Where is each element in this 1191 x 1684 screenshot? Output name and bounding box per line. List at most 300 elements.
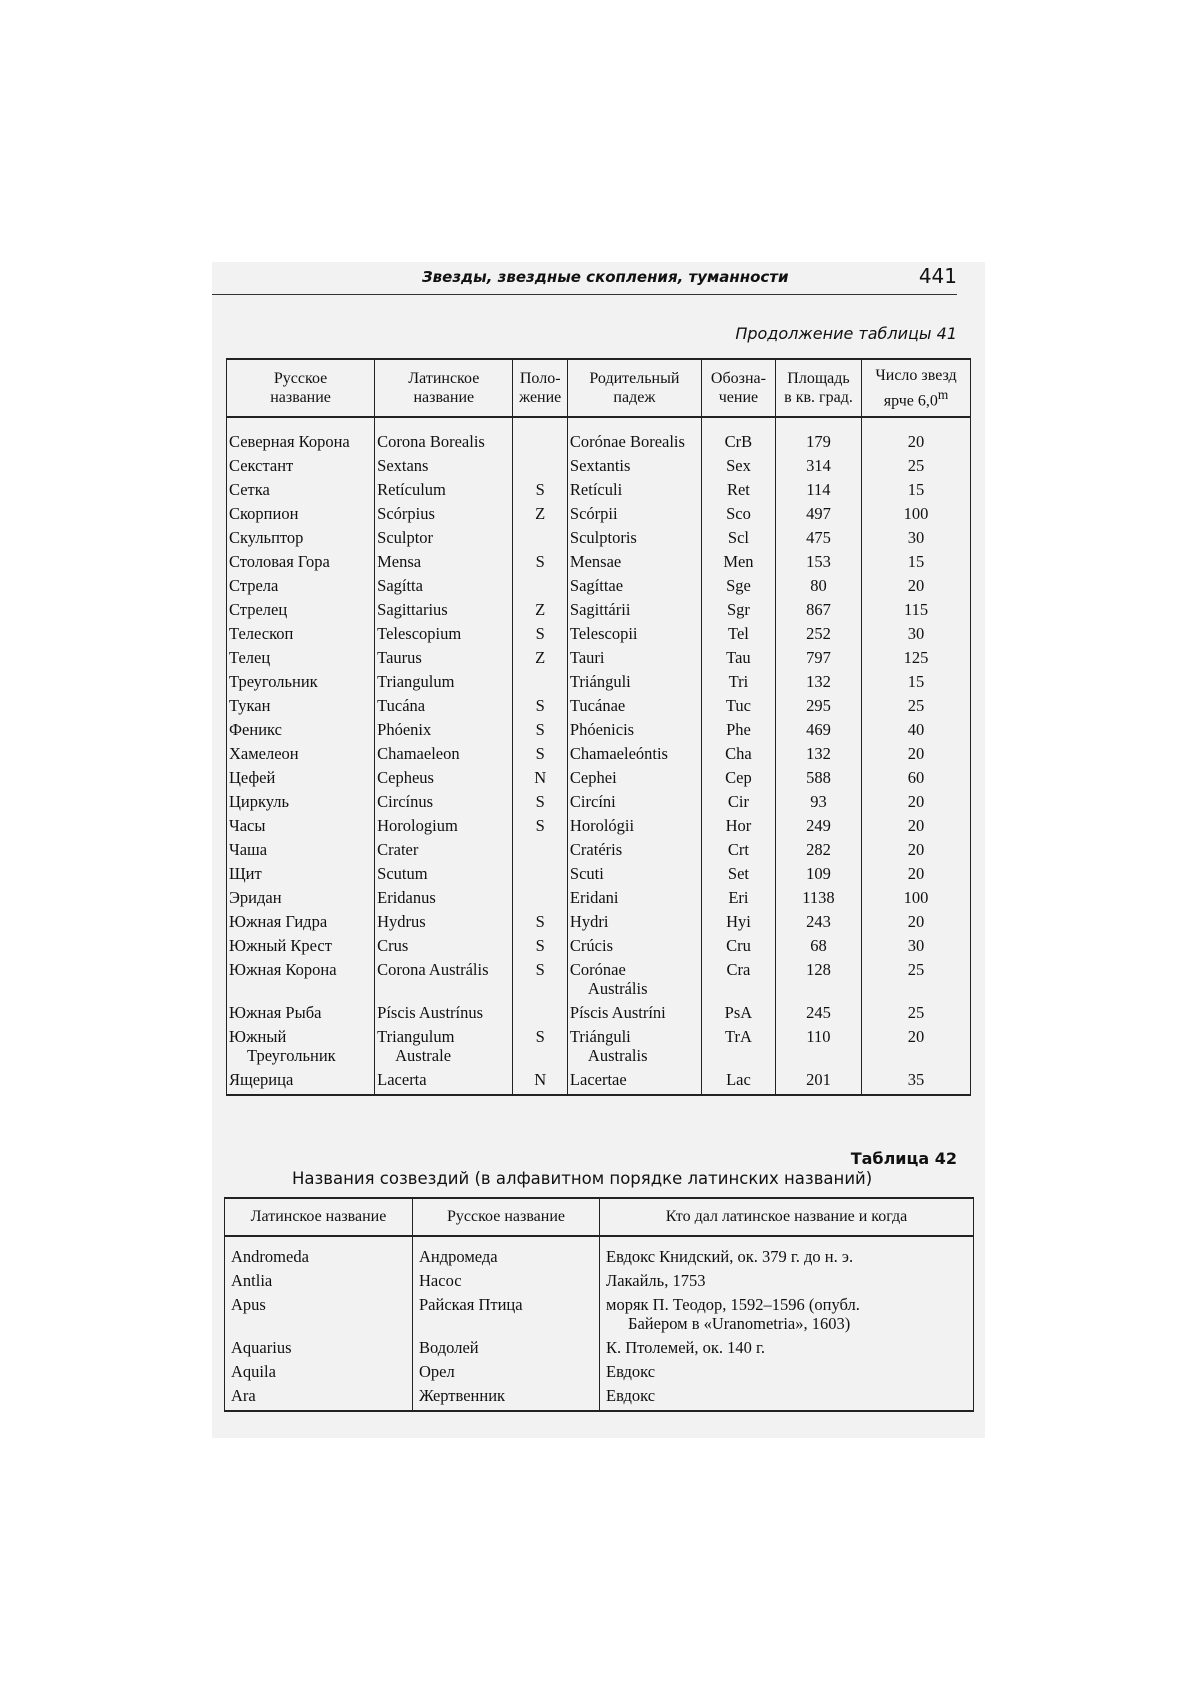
table42-title: Названия созвездий (в алфавитном порядке латинских названий) (292, 1169, 873, 1188)
cell-text: Стрелец (229, 600, 288, 619)
cell-text: 20 (907, 816, 925, 835)
table-row (227, 694, 971, 718)
cell-text: Taurus (377, 648, 422, 667)
cell-text: Scórpii (569, 504, 618, 523)
table41-cell-abbreviation (701, 1001, 775, 1025)
table41-header-position (513, 359, 567, 417)
cell-text: Tel (728, 624, 749, 643)
cell-text: 80 (810, 576, 827, 595)
table41-cell-abbreviation (701, 574, 775, 598)
cell-text-continuation: Байером в «Uranometria», 1603) (628, 1314, 851, 1333)
table41-cell-position (513, 502, 567, 526)
table42-label: Таблица 42 (850, 1149, 957, 1168)
table41-cell-latin-name (375, 502, 513, 526)
cell-text: 245 (806, 1003, 831, 1022)
table41-header-area (775, 359, 861, 417)
cell-text: PsA (724, 1003, 753, 1022)
table41-cell-abbreviation (701, 934, 775, 958)
table41-cell-russian-name (227, 574, 375, 598)
cell-text: Set (727, 864, 749, 883)
table41-cell-latin-name (375, 790, 513, 814)
cell-text: Стрела (229, 576, 279, 595)
cell-text: Chamaeleon (377, 744, 460, 763)
table41-cell-russian-name (227, 622, 375, 646)
table41-cell-position (513, 718, 567, 742)
table41-cell-area (775, 1068, 861, 1095)
table41-cell-star-count (862, 958, 971, 1001)
table42-cell-russian-name (413, 1384, 600, 1411)
table41-cell-genitive (567, 646, 701, 670)
cell-text: Horológii (569, 816, 635, 835)
table-row (227, 1068, 971, 1095)
table41-cell-abbreviation (701, 478, 775, 502)
magnitude-superscript: m (937, 386, 949, 402)
cell-text: Tuc (725, 696, 751, 715)
table41-cell-abbreviation (701, 598, 775, 622)
table41-header-star-count (862, 359, 971, 417)
header-line: ярче 6,0 (883, 392, 938, 410)
cell-text: Sge (726, 576, 751, 595)
cell-text: Cep (725, 768, 752, 787)
cell-text: 20 (907, 912, 925, 931)
table-row (227, 670, 971, 694)
cell-text: Triánguli (569, 672, 631, 691)
cell-text: Corona Borealis (377, 432, 485, 451)
table41-cell-latin-name (375, 766, 513, 790)
cell-text: Столовая Гора (229, 552, 330, 571)
table41-cell-abbreviation (701, 646, 775, 670)
cell-text: Sco (726, 504, 751, 523)
table42-header-named-by: Кто дал латинское название и когда (600, 1198, 974, 1236)
cell-text: Mensae (569, 552, 622, 571)
table41-cell-abbreviation (701, 550, 775, 574)
table-row (225, 1269, 974, 1293)
header-line: название (413, 389, 475, 406)
cell-text: Cra (726, 960, 751, 979)
cell-text: Phe (726, 720, 751, 739)
table41-cell-position (513, 790, 567, 814)
table41-cell-latin-name (375, 838, 513, 862)
cell-text: Aquarius (231, 1338, 292, 1357)
table41-cell-abbreviation (701, 1068, 775, 1095)
table41-cell-latin-name (375, 1025, 513, 1068)
table-42 (224, 1197, 974, 1412)
cell-text-continuation: Треугольник (247, 1046, 336, 1065)
table41-cell-russian-name (227, 550, 375, 574)
table-row (227, 526, 971, 550)
cell-text: 295 (806, 696, 831, 715)
cell-text: 35 (907, 1070, 925, 1089)
table41-cell-area (775, 670, 861, 694)
table41-cell-russian-name (227, 1001, 375, 1025)
table42-cell-latin-name (225, 1336, 413, 1360)
cell-text: N (534, 768, 547, 787)
table41-cell-area (775, 502, 861, 526)
table42-cell-named-by (600, 1384, 974, 1411)
table41-cell-genitive (567, 1068, 701, 1095)
cell-text: 115 (903, 600, 929, 619)
cell-text: S (535, 720, 545, 739)
cell-text: Райская Птица (419, 1295, 523, 1314)
table41-cell-russian-name (227, 454, 375, 478)
table41-cell-star-count (862, 1001, 971, 1025)
table42-cell-named-by (600, 1336, 974, 1360)
cell-text: 20 (907, 576, 925, 595)
header-line: в кв. град. (784, 389, 853, 406)
table41-cell-genitive (567, 1025, 701, 1068)
table41-cell-russian-name (227, 670, 375, 694)
table42-cell-latin-name (225, 1236, 413, 1269)
table41-cell-area (775, 862, 861, 886)
cell-text-continuation: Austrális (587, 979, 648, 998)
cell-text: Horologium (377, 816, 458, 835)
table41-cell-russian-name (227, 598, 375, 622)
cell-text: 475 (806, 528, 831, 547)
cell-text: Треугольник (229, 672, 318, 691)
cell-text: Eridani (569, 888, 619, 907)
cell-text: Скорпион (229, 504, 299, 523)
cell-text: Южная Гидра (229, 912, 328, 931)
table-row (227, 958, 971, 1001)
cell-text: Водолей (419, 1338, 479, 1357)
running-title: Звезды, звездные скопления, туманности (422, 268, 789, 286)
table42-header-row (225, 1198, 974, 1236)
table41-cell-latin-name (375, 526, 513, 550)
table41-cell-latin-name (375, 1068, 513, 1095)
table41-cell-star-count (862, 670, 971, 694)
table-row (227, 790, 971, 814)
cell-text: Chamaeleóntis (569, 744, 668, 763)
table42-cell-latin-name (225, 1384, 413, 1411)
cell-text: Eridanus (377, 888, 436, 907)
table-row (227, 598, 971, 622)
cell-text: Sagittarius (377, 600, 448, 619)
cell-text: Lac (726, 1070, 751, 1089)
page-number: 441 (918, 264, 957, 288)
cell-text: Tauri (569, 648, 605, 667)
table41-cell-abbreviation (701, 790, 775, 814)
cell-text: Тукан (229, 696, 271, 715)
table41-cell-position (513, 646, 567, 670)
cell-text: Cir (727, 792, 749, 811)
cell-text: S (535, 480, 545, 499)
running-head (212, 264, 957, 295)
cell-text: Эридан (229, 888, 282, 907)
table-row (225, 1293, 974, 1336)
table42-header-latin-name: Латинское название (225, 1198, 413, 1236)
cell-text: Telescopii (569, 624, 638, 643)
table42-cell-latin-name (225, 1360, 413, 1384)
table41-cell-genitive (567, 862, 701, 886)
table41-cell-russian-name (227, 718, 375, 742)
table41-cell-genitive (567, 478, 701, 502)
table41-cell-latin-name (375, 862, 513, 886)
table-41 (226, 358, 971, 1096)
cell-text: 60 (907, 768, 925, 787)
cell-text-continuation: Australis (587, 1046, 648, 1065)
table41-cell-abbreviation (701, 622, 775, 646)
cell-text: S (535, 744, 545, 763)
header-line: чение (718, 389, 759, 406)
table-row (227, 550, 971, 574)
cell-text: Насос (419, 1271, 462, 1290)
table41-cell-abbreviation (701, 958, 775, 1001)
table42-cell-russian-name (413, 1360, 600, 1384)
table41-cell-abbreviation (701, 694, 775, 718)
cell-text: Sagítta (377, 576, 423, 595)
table41-cell-star-count (862, 574, 971, 598)
table41-cell-area (775, 742, 861, 766)
table41-cell-position (513, 526, 567, 550)
cell-text: Tau (726, 648, 751, 667)
cell-text: 93 (810, 792, 827, 811)
table41-cell-genitive (567, 694, 701, 718)
table41-cell-genitive (567, 454, 701, 478)
table41-cell-area (775, 417, 861, 454)
table41-cell-area (775, 838, 861, 862)
table41-cell-genitive (567, 417, 701, 454)
cell-text: Ящерица (229, 1070, 294, 1089)
table41-cell-star-count (862, 910, 971, 934)
table41-cell-position (513, 886, 567, 910)
table41-cell-area (775, 814, 861, 838)
table41-cell-russian-name (227, 526, 375, 550)
table42-cell-russian-name (413, 1236, 600, 1269)
cell-text: Aquila (231, 1362, 276, 1381)
table41-cell-russian-name (227, 742, 375, 766)
table41-cell-abbreviation (701, 454, 775, 478)
table41-cell-latin-name (375, 478, 513, 502)
cell-text: Sextans (377, 456, 429, 475)
cell-text: S (535, 696, 545, 715)
table41-cell-genitive (567, 550, 701, 574)
table41-cell-latin-name (375, 454, 513, 478)
cell-text: Cha (725, 744, 752, 763)
table-row (225, 1384, 974, 1411)
cell-text: Triánguli (569, 1027, 631, 1046)
cell-text: 469 (806, 720, 831, 739)
table41-cell-abbreviation (701, 886, 775, 910)
table41-cell-genitive (567, 574, 701, 598)
table41-header-latin-name (375, 359, 513, 417)
table41-cell-russian-name (227, 1025, 375, 1068)
table41-header-genitive (567, 359, 701, 417)
table41-cell-area (775, 526, 861, 550)
table-row (227, 934, 971, 958)
table41-cell-position (513, 958, 567, 1001)
table41-cell-abbreviation (701, 670, 775, 694)
book-page (212, 262, 985, 1438)
table41-cell-latin-name (375, 550, 513, 574)
table-row (225, 1336, 974, 1360)
table41-cell-genitive (567, 838, 701, 862)
table41-header-russian-name (227, 359, 375, 417)
cell-text: S (535, 792, 545, 811)
cell-text: Cephei (569, 768, 617, 787)
table41-cell-star-count (862, 622, 971, 646)
table42-cell-russian-name (413, 1293, 600, 1336)
cell-text: 128 (806, 960, 831, 979)
cell-text: S (535, 816, 545, 835)
cell-text: N (534, 1070, 547, 1089)
cell-text: 100 (903, 888, 929, 907)
table41-cell-genitive (567, 598, 701, 622)
header-line: Русское (273, 370, 328, 387)
cell-text: Crt (727, 840, 749, 859)
cell-text: S (535, 912, 545, 931)
table41-cell-area (775, 478, 861, 502)
cell-text: 249 (806, 816, 831, 835)
table42-cell-russian-name (413, 1336, 600, 1360)
table41-cell-star-count (862, 417, 971, 454)
table41-cell-area (775, 886, 861, 910)
table41-cell-position (513, 1068, 567, 1095)
cell-text: Евдокс (606, 1362, 656, 1381)
table41-cell-star-count (862, 790, 971, 814)
table41-cell-latin-name (375, 958, 513, 1001)
table41-cell-area (775, 1001, 861, 1025)
table41-cell-latin-name (375, 622, 513, 646)
table-row (227, 574, 971, 598)
table-row (227, 622, 971, 646)
cell-text: Щит (229, 864, 262, 883)
cell-text: Telescopium (377, 624, 462, 643)
table-row (227, 502, 971, 526)
cell-text: Cratéris (569, 840, 623, 859)
cell-text: Южная Корона (229, 960, 337, 979)
cell-text: Crus (377, 936, 409, 955)
table-row (227, 417, 971, 454)
cell-text: 114 (806, 480, 831, 499)
table41-cell-russian-name (227, 646, 375, 670)
table41-cell-russian-name (227, 862, 375, 886)
table41-header-abbreviation (701, 359, 775, 417)
cell-text: Ara (231, 1386, 256, 1405)
cell-text: Sagíttae (569, 576, 624, 595)
cell-text: Tucánae (569, 696, 626, 715)
cell-text: 25 (907, 960, 925, 979)
table41-cell-star-count (862, 814, 971, 838)
table41-cell-position (513, 934, 567, 958)
table41-cell-star-count (862, 598, 971, 622)
cell-text: Хамелеон (229, 744, 299, 763)
table-row (227, 862, 971, 886)
table41-cell-area (775, 646, 861, 670)
table41-cell-abbreviation (701, 814, 775, 838)
table41-cell-genitive (567, 886, 701, 910)
cell-text: Retículum (377, 480, 446, 499)
table-row (227, 646, 971, 670)
table41-cell-russian-name (227, 694, 375, 718)
cell-text: Секстант (229, 456, 294, 475)
table41-cell-star-count (862, 934, 971, 958)
cell-text: Евдокс (606, 1386, 656, 1405)
header-line: название (270, 389, 331, 406)
cell-text: 497 (806, 504, 831, 523)
table41-cell-abbreviation (701, 742, 775, 766)
table41-cell-latin-name (375, 910, 513, 934)
cell-text: Scl (727, 528, 749, 547)
table41-cell-star-count (862, 550, 971, 574)
table41-cell-genitive (567, 790, 701, 814)
cell-text: Sculptor (377, 528, 434, 547)
cell-text: Sagittárii (569, 600, 631, 619)
table41-cell-genitive (567, 742, 701, 766)
cell-text: 20 (907, 840, 925, 859)
cell-text: Феникс (229, 720, 282, 739)
table41-cell-abbreviation (701, 417, 775, 454)
cell-text: 153 (806, 552, 831, 571)
cell-text: Sex (726, 456, 751, 475)
table41-cell-russian-name (227, 478, 375, 502)
table41-cell-position (513, 838, 567, 862)
table41-cell-position (513, 550, 567, 574)
table41-cell-star-count (862, 526, 971, 550)
table-row (227, 814, 971, 838)
cell-text: Чаша (229, 840, 268, 859)
table41-cell-abbreviation (701, 526, 775, 550)
cell-text: 132 (806, 672, 831, 691)
cell-text: Scutum (377, 864, 428, 883)
table-row (227, 478, 971, 502)
cell-text: 20 (907, 432, 925, 451)
cell-text: Triangulum (377, 672, 455, 691)
table41-cell-position (513, 622, 567, 646)
cell-text: 797 (806, 648, 831, 667)
table42-cell-named-by (600, 1269, 974, 1293)
cell-text: К. Птолемей, ок. 140 г. (606, 1338, 766, 1357)
table41-cell-abbreviation (701, 910, 775, 934)
cell-text: 25 (907, 1003, 925, 1022)
cell-text: Циркуль (229, 792, 290, 811)
table41-cell-area (775, 622, 861, 646)
table41-cell-genitive (567, 670, 701, 694)
cell-text: Píscis Austrínus (377, 1003, 484, 1022)
table41-cell-abbreviation (701, 1025, 775, 1068)
cell-text: Apus (231, 1295, 266, 1314)
cell-text: Жертвенник (419, 1386, 506, 1405)
cell-text: Лакайль, 1753 (606, 1271, 706, 1290)
cell-text: Cru (726, 936, 751, 955)
table41-cell-area (775, 1025, 861, 1068)
cell-text: Южный (229, 1027, 287, 1046)
table41-cell-star-count (862, 718, 971, 742)
cell-text: Lacerta (377, 1070, 427, 1089)
header-line: падеж (613, 389, 656, 406)
cell-text: Corona Austrális (377, 960, 489, 979)
table41-cell-area (775, 598, 861, 622)
cell-text: S (535, 936, 545, 955)
table41-cell-position (513, 417, 567, 454)
header-line: Число звезд (875, 366, 957, 384)
table41-cell-russian-name (227, 790, 375, 814)
table41-cell-star-count (862, 742, 971, 766)
cell-text: 110 (806, 1027, 831, 1046)
table41-cell-latin-name (375, 646, 513, 670)
cell-text: Sgr (726, 600, 750, 619)
table41-cell-abbreviation (701, 502, 775, 526)
cell-text: Corónae (569, 960, 626, 979)
table41-cell-position (513, 862, 567, 886)
cell-text: Hydrus (377, 912, 426, 931)
table42-cell-latin-name (225, 1269, 413, 1293)
table41-cell-star-count (862, 886, 971, 910)
cell-text: S (535, 1027, 545, 1046)
table41-header-row (227, 359, 971, 417)
cell-text: 1138 (802, 888, 835, 907)
table41-cell-area (775, 790, 861, 814)
table41-cell-position (513, 670, 567, 694)
